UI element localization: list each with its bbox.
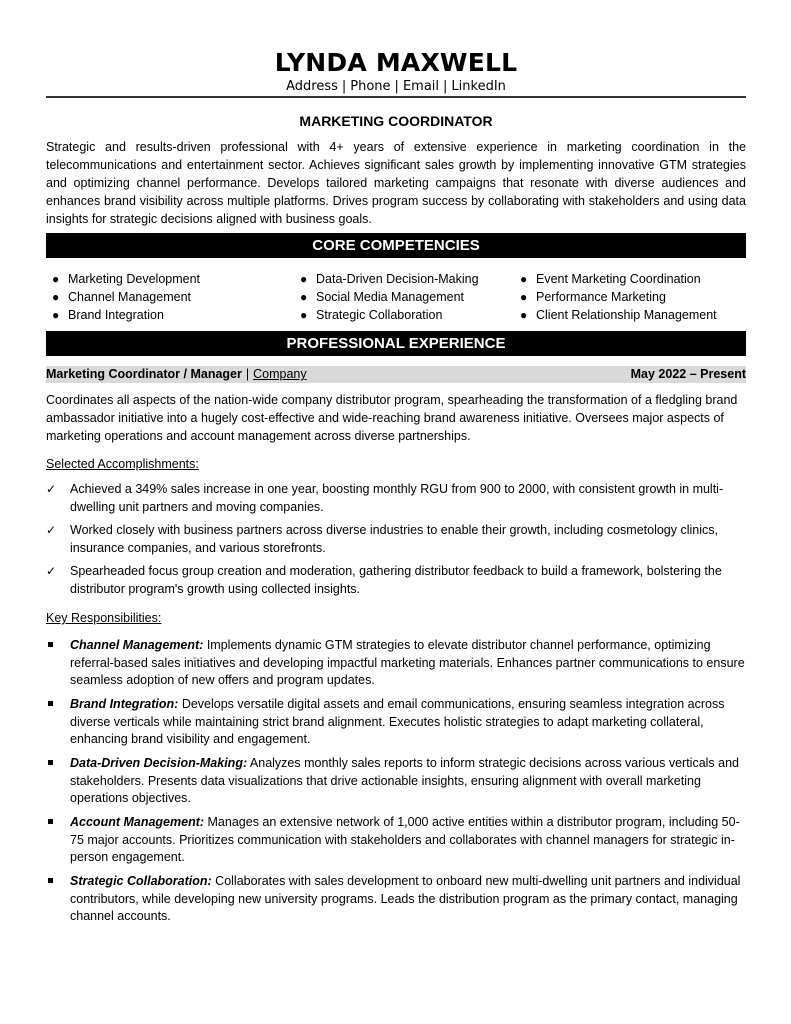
square-bullet-icon (46, 814, 70, 867)
competency-item: ● Client Relationship Management (514, 306, 717, 324)
square-bullet-icon (46, 873, 70, 926)
checkmark-icon: ✓ (46, 523, 57, 537)
bullet-icon: ● (520, 290, 528, 304)
candidate-name: LYNDA MAXWELL (274, 48, 518, 77)
competency-item: ● Event Marketing Coordination (514, 270, 717, 288)
list-item: ✓ Achieved a 349% sales increase in one year, boosting monthly RGU from 900 to 2000, with consistent growth in multi-dwelling unit partners and moving companies. (46, 481, 746, 516)
professional-experience-heading: PROFESSIONAL EXPERIENCE (46, 331, 746, 356)
list-item: Strategic Collaboration: Collaborates with sales development to onboard new multi-dwelling unit partners and individual contributors, while developing new university programs. Leads the distribution program as the primary contact, managing channel accounts. (46, 873, 746, 926)
checkmark-icon: ✓ (46, 564, 57, 578)
contact-address: Address (286, 79, 338, 94)
competency-item: ● Marketing Development (46, 270, 200, 288)
bullet-icon: ● (300, 272, 308, 286)
bullet-icon: ● (300, 308, 308, 322)
list-item: Data-Driven Decision-Making: Analyzes monthly sales reports to inform strategic decisions across various verticals and stakeholders. Presents data visualizations that drive actionable insights, ensuring alignment with overall marketing operations objectives. (46, 755, 746, 808)
list-item: ✓ Worked closely with business partners across diverse industries to enable their growth, including cosmetology clinics, insurance companies, and various storefronts. (46, 522, 746, 557)
contact-linkedin: LinkedIn (451, 79, 506, 94)
competency-item: ● Strategic Collaboration (294, 306, 479, 324)
responsibilities-heading: Key Responsibilities: (46, 611, 162, 625)
job-role: Marketing Coordinator / Manager (46, 367, 242, 381)
job-title: MARKETING COORDINATOR (299, 113, 493, 129)
header-divider (46, 96, 746, 98)
company-link[interactable]: Company (253, 367, 307, 381)
list-item: ✓ Spearheaded focus group creation and moderation, gathering distributor feedback to build a framework, bolstering the distributor program's growth using collected insights. (46, 563, 746, 598)
accomplishments-heading: Selected Accomplishments: (46, 457, 199, 471)
bullet-icon: ● (520, 308, 528, 322)
bullet-icon: ● (52, 308, 60, 322)
competency-item: ● Performance Marketing (514, 288, 717, 306)
competencies-column-3 (514, 270, 717, 324)
accomplishments-list (46, 481, 746, 604)
competencies-column-2 (294, 270, 479, 324)
square-bullet-icon (46, 696, 70, 749)
professional-summary: Strategic and results-driven professional with 4+ years of extensive experience in marketing coordination in the telecommunications and entertainment sector. Achieves significant sales growth by implementing innovative GTM strategies and optimizing channel performance. Develops tailored marketing campaigns that resonate with diverse audiences and enhances brand visibility across multiple platforms. Drives program success by collaborating with stakeholders and using data insights for strategic decisions aligned with business goals. (46, 140, 746, 226)
responsibilities-list (46, 637, 746, 932)
bullet-icon: ● (52, 272, 60, 286)
job-dates: May 2022 – Present (630, 367, 746, 381)
square-bullet-icon (46, 637, 70, 690)
job-header-bar: Marketing Coordinator / Manager | Company May 2022 – Present (46, 367, 746, 381)
bullet-icon: ● (520, 272, 528, 286)
contact-phone: Phone (350, 79, 391, 94)
list-item: Brand Integration: Develops versatile digital assets and email communications, ensuring seamless integration across diverse verticals while maintaining strict brand alignment. Executes holistic strategies to adapt marketing collateral, enhancing brand visibility and engagement. (46, 696, 746, 749)
core-competencies-heading: CORE COMPETENCIES (46, 233, 746, 258)
competency-item: ● Social Media Management (294, 288, 479, 306)
job-description: Coordinates all aspects of the nation-wide company distributor program, spearheading the transformation of a fledgling brand ambassador initiative into a hugely cost-effective and wide-reaching brand awareness initiative. Oversees major aspects of marketing operations and account management across diverse partnerships. (46, 393, 738, 443)
square-bullet-icon (46, 755, 70, 808)
competency-item: ● Channel Management (46, 288, 200, 306)
list-item: Channel Management: Implements dynamic GTM strategies to elevate distributor channel performance, optimizing referral-based sales initiatives and developing impactful marketing materials. Enhances partner communications to ensure seamless adoption of new offers and program updates. (46, 637, 746, 690)
competencies-column-1 (46, 270, 200, 324)
bullet-icon: ● (52, 290, 60, 304)
competency-item: ● Data-Driven Decision-Making (294, 270, 479, 288)
competency-item: ● Brand Integration (46, 306, 200, 324)
bullet-icon: ● (300, 290, 308, 304)
list-item: Account Management: Manages an extensive network of 1,000 active entities within a distributor program, including 50-75 major accounts. Prioritizes communication with stakeholders and collaborates with channel managers for strategic in-person engagement. (46, 814, 746, 867)
checkmark-icon: ✓ (46, 482, 57, 496)
contact-line: Address | Phone | Email | LinkedIn (286, 79, 506, 94)
contact-email: Email (402, 79, 440, 94)
